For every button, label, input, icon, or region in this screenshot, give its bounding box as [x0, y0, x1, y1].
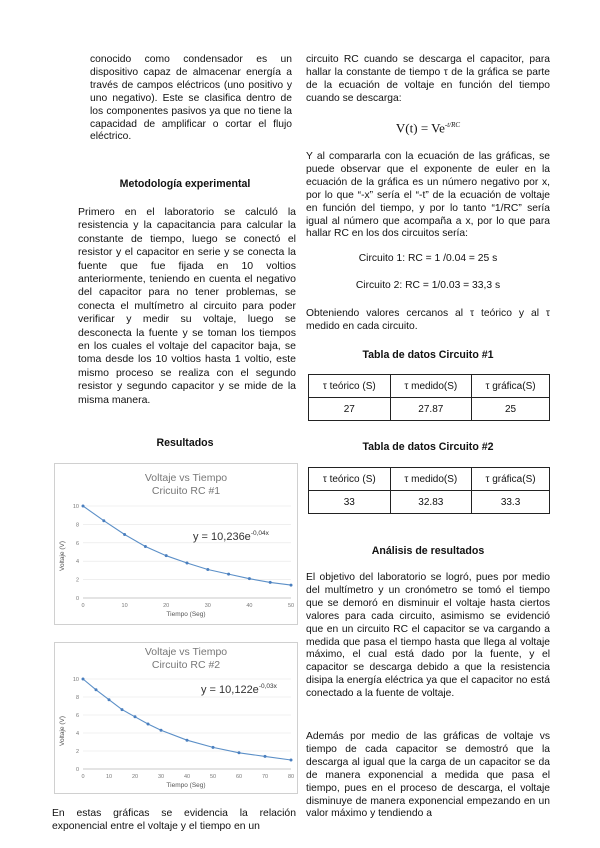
x-tick-label: 50 — [209, 774, 217, 780]
y-tick-label: 6 — [75, 713, 79, 719]
data-point — [95, 688, 98, 691]
x-tick-label: 0 — [81, 603, 85, 609]
chart-fit-label: $y = 10,236e^{-0,04x}$ — [193, 530, 269, 543]
compare-text: Y al compararla con la ecuación de las gráficas, se puede observar que el exponente de euler en la ecuación de la gráfica es un número negativo por x, por lo que “-x” sería el “-t” de la ecuación de voltaje en función del tiempo, y por lo tanto “1/RC” sería igual al número que acompaña a x, por lo que para hallar RC en los dos circuitos sería: — [306, 151, 550, 240]
table-header-cell: τ teórico (S) — [309, 468, 391, 491]
data-point — [108, 698, 111, 701]
data-point — [186, 562, 189, 565]
chart-xlabel: Tiempo (Seg) — [166, 782, 206, 789]
series-line — [83, 506, 291, 585]
x-tick-label: 40 — [183, 774, 191, 780]
chart-title-line2: Circuito RC #2 — [151, 659, 221, 671]
y-tick-label: 8 — [75, 695, 79, 701]
data-point — [238, 751, 241, 754]
table-header-cell: τ medido(S) — [390, 468, 472, 491]
y-tick-label: 4 — [75, 559, 79, 566]
table1-title: Tabla de datos Circuito #1 — [362, 349, 494, 361]
data-point — [206, 568, 209, 571]
table-header-row — [309, 468, 550, 491]
methodology-heading: Metodología experimental — [119, 178, 251, 190]
table-cell: 27.87 — [390, 398, 472, 421]
chart-rc1-svg — [55, 464, 297, 624]
x-tick-label: 20 — [131, 774, 139, 780]
data-point — [212, 746, 215, 749]
right-intro-text: circuito RC cuando se descarga el capacitor, para hallar la constante de tiempo τ de la gráfica se parte de la ecuación de voltaje en función del tiempo cuando se descarga: — [306, 54, 550, 104]
table-header-row — [309, 375, 550, 398]
data-point — [82, 505, 85, 508]
data-point — [248, 577, 251, 580]
x-tick-label: 60 — [235, 774, 243, 780]
x-tick-label: 70 — [261, 774, 269, 780]
table-header-cell: τ gráfica(S) — [472, 375, 550, 398]
y-tick-label: 6 — [75, 540, 79, 547]
methodology-text: Primero en el laboratorio se calculó la resistencia y la capacitancia para calcular la constante de tiempo, luego se conectó el resistor y el capacitor en serie y se conecta la fuente que fue fijada en 10 voltios anteriormente, teniendo en cuenta el negativo del capacitor para no tener problemas, se conecta el multímetro al circuito para poder verificar y medir su voltaje, luego se desconecta la fuente y se toman los tiempos en los cuales el voltaje del capacitor baja, se toma desde los 10 voltios hasta 1 voltio, este mismo proceso se realiza con el segundo resistor y segundo capacitor y se mide de la misma manera. — [78, 206, 296, 406]
chart-rc2 — [54, 642, 298, 794]
data-point — [186, 739, 189, 742]
x-tick-label: 40 — [246, 603, 253, 609]
chart-title-line2: Cricuito RC #1 — [151, 485, 221, 497]
x-tick-label: 30 — [204, 603, 211, 609]
chart-ylabel: Voltaje (V) — [59, 716, 66, 746]
chart-title-line1: Voltaje vs Tiempo — [144, 646, 228, 658]
y-tick-label: 8 — [75, 522, 79, 529]
chart-title-line1: Voltaje vs Tiempo — [144, 472, 228, 484]
data-point — [134, 715, 137, 718]
analysis-heading: Análisis de resultados — [371, 545, 485, 557]
chart-rc2-svg — [55, 643, 297, 793]
values-text: Obteniendo valores cercanos al τ teórico y al τ medido en cada circuito. — [306, 308, 550, 332]
y-tick-label: 2 — [75, 749, 79, 755]
data-point — [165, 554, 168, 557]
y-tick-label: 10 — [72, 504, 79, 510]
x-tick-label: 10 — [105, 774, 113, 780]
data-point — [147, 723, 150, 726]
y-tick-label: 10 — [72, 677, 79, 683]
analysis-paragraph-1: El objetivo del laboratorio se logró, pues por medio del multímetro y un cronómetro se tomó el tiempo que se demoró en disminuir el voltaje hasta ciertos valores para cada circuito, asimismo se evidenció que en un circuito RC el capacitor se va cargando a medida que pasa el tiempo hasta que llega al voltaje máximo, el cual está dado por la fuente, y el capacitor se descarga debido a que la resistencia disipa la energía eléctrica ya que el capacitor no está conectado a la fuente de voltaje. — [306, 572, 550, 700]
x-tick-label: 50 — [287, 603, 295, 609]
data-point — [102, 519, 105, 522]
x-tick-label: 10 — [121, 603, 128, 609]
analysis-paragraph-2: Además por medio de las gráficas de voltaje vs tiempo de cada capacitor se demostró que la descarga al igual que la carga de un capacitor se da de manera exponencial a medida que pasa el tiempo, pues en el proceso de descarga, el voltaje disminuye de manera exponencial empezando en un valor máximo y tendiendo a — [306, 731, 550, 820]
y-tick-label: 0 — [75, 596, 79, 602]
voltage-equation: $V(t) = Ve^{-t/RC}$ — [395, 120, 461, 136]
data-point — [121, 708, 124, 711]
table-header-cell: τ medido(S) — [390, 375, 472, 398]
table-row — [309, 491, 550, 514]
y-tick-label: 0 — [75, 767, 79, 773]
charts-caption: En estas gráficas se evidencia la relación exponencial entre el voltaje y el tiempo en un — [52, 808, 296, 832]
data-point — [144, 545, 147, 548]
table-cell: 33 — [309, 491, 391, 514]
y-tick-label: 2 — [75, 577, 79, 584]
circuit2-equation: Circuito 2: RC = 1/0.03 = 33,3 s — [355, 280, 501, 291]
chart-ylabel: Voltaje (V) — [59, 541, 66, 571]
y-tick-label: 4 — [75, 731, 79, 737]
data-point — [290, 584, 293, 587]
table-circuit2 — [308, 467, 550, 514]
data-point — [82, 678, 85, 681]
results-heading: Resultados — [156, 437, 214, 449]
data-point — [264, 755, 267, 758]
table-circuit1 — [308, 374, 550, 421]
series-line — [83, 679, 291, 760]
table-header-cell: τ teórico (S) — [309, 375, 391, 398]
table-cell: 27 — [309, 398, 391, 421]
circuit1-equation: Circuito 1: RC = 1 /0.04 = 25 s — [358, 253, 498, 264]
data-point — [123, 533, 126, 536]
table2-title: Tabla de datos Circuito #2 — [362, 441, 494, 453]
table-header-cell: τ gráfica(S) — [472, 468, 550, 491]
x-tick-label: 80 — [287, 774, 295, 780]
x-tick-label: 30 — [157, 774, 165, 780]
table-cell: 25 — [472, 398, 550, 421]
chart-xlabel: Tiempo (Seg) — [166, 611, 206, 618]
x-tick-label: 0 — [81, 774, 85, 780]
x-tick-label: 20 — [163, 603, 170, 609]
data-point — [269, 581, 272, 584]
table-cell: 33.3 — [472, 491, 550, 514]
table-row — [309, 398, 550, 421]
data-point — [227, 573, 230, 576]
data-point — [290, 759, 293, 762]
left-intro-paragraph — [78, 54, 292, 144]
data-point — [160, 729, 163, 732]
chart-rc1 — [54, 463, 298, 625]
chart-fit-label: $y = 10,122e^{-0,03x}$ — [201, 683, 277, 696]
table-cell: 32.83 — [390, 491, 472, 514]
intro-text: conocido como condensador es un dispositivo capaz de almacenar energía a través de campos eléctricos (uno positivo y uno negativo). Este se clasifica dentro de los componentes pasivos ya que no tiene la capacidad de amplificar o cortar el flujo eléctrico. — [90, 54, 292, 143]
